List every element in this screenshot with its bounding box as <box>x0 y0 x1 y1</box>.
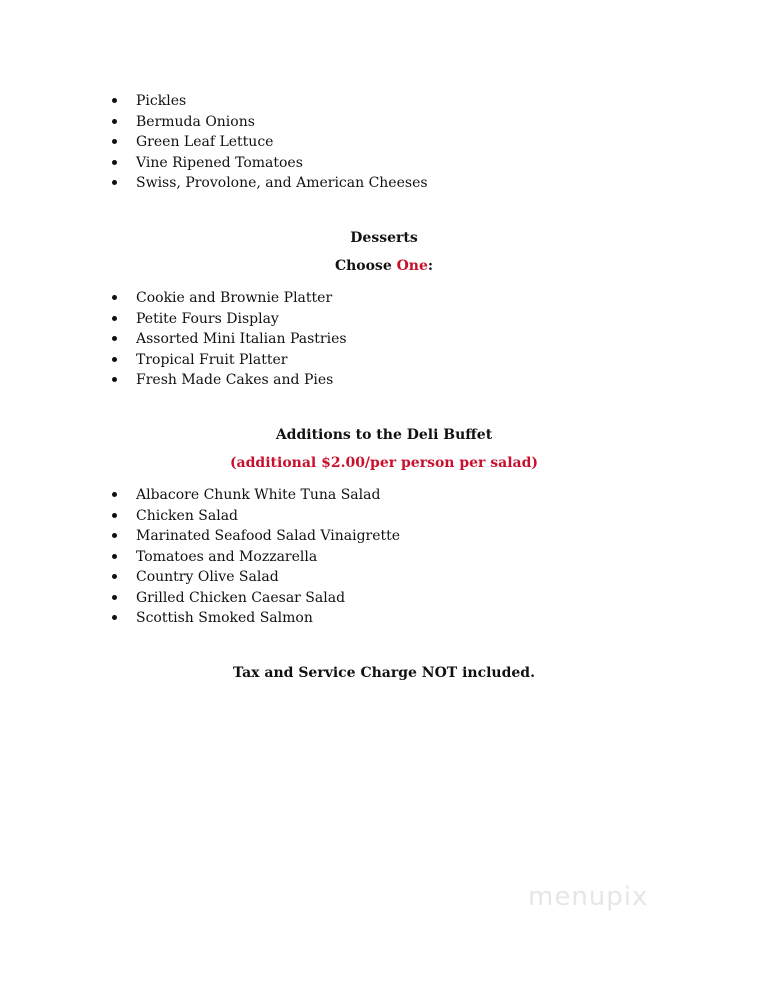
bullet-icon <box>112 98 117 103</box>
list-item-text: Marinated Seafood Salad Vinaigrette <box>136 528 401 544</box>
list-item <box>112 567 400 588</box>
list-item <box>112 329 347 350</box>
list-item-text: Chicken Salad <box>136 507 239 524</box>
bullet-icon <box>112 492 117 497</box>
list-item-text: Pickles <box>136 93 187 109</box>
choose-prefix: Choose <box>334 258 397 274</box>
list-item-text: Albacore Chunk White Tuna Salad <box>136 487 381 503</box>
list-item <box>112 547 400 568</box>
bullet-icon <box>112 336 117 341</box>
menupix-watermark <box>528 872 688 912</box>
list-item-text: Scottish Smoked Salmon <box>136 610 313 626</box>
bullet-icon <box>112 574 117 579</box>
list-item <box>112 91 428 112</box>
desserts-heading: Desserts <box>350 230 418 246</box>
list-item <box>112 608 400 629</box>
bullet-icon <box>112 595 117 600</box>
bullet-icon <box>112 377 117 382</box>
additions-heading: Additions to the Deli Buffet <box>275 427 493 443</box>
bullet-icon <box>112 180 117 185</box>
bullet-icon <box>112 554 117 559</box>
list-item <box>112 350 347 371</box>
bullet-icon <box>112 119 117 124</box>
list-item <box>112 588 400 609</box>
additions-price-note: (additional $2.00/per person per salad) <box>229 455 539 471</box>
list-item-text: Tomatoes and Mozzarella <box>136 548 318 565</box>
desserts-list <box>112 288 347 391</box>
choose-count: One <box>396 258 428 274</box>
list-item <box>112 132 428 153</box>
list-item <box>112 288 347 309</box>
list-item <box>112 153 428 174</box>
bullet-icon <box>112 160 117 165</box>
bullet-icon <box>112 357 117 362</box>
list-item-text: Green Leaf Lettuce <box>136 134 274 150</box>
bullet-icon <box>112 513 117 518</box>
bullet-icon <box>112 316 117 321</box>
list-item-text: Assorted Mini Italian Pastries <box>136 331 347 347</box>
list-item-text: Bermuda Onions <box>136 113 255 130</box>
list-item-text: Fresh Made Cakes and Pies <box>136 372 334 388</box>
condiments-list <box>112 91 428 194</box>
list-item-text: Country Olive Salad <box>136 569 279 585</box>
list-item-text: Vine Ripened Tomatoes <box>136 154 303 171</box>
bullet-icon <box>112 615 117 620</box>
list-item <box>112 485 400 506</box>
list-item <box>112 526 400 547</box>
list-item <box>112 173 428 194</box>
list-item-text: Swiss, Provolone, and American Cheeses <box>136 175 428 191</box>
list-item <box>112 506 400 527</box>
watermark-logo: menupix <box>528 882 649 912</box>
list-item-text: Grilled Chicken Caesar Salad <box>136 589 346 606</box>
footer-note: Tax and Service Charge NOT included. <box>233 665 535 681</box>
list-item <box>112 370 347 391</box>
bullet-icon <box>112 139 117 144</box>
list-item <box>112 309 347 330</box>
list-item <box>112 112 428 133</box>
bullet-icon <box>112 295 117 300</box>
bullet-icon <box>112 533 117 538</box>
watermark-tagline <box>528 872 688 882</box>
list-item-text: Petite Fours Display <box>136 310 279 327</box>
choose-suffix: : <box>427 258 434 274</box>
desserts-choose-line <box>0 258 768 274</box>
list-item-text: Tropical Fruit Platter <box>136 351 288 368</box>
list-item-text: Cookie and Brownie Platter <box>136 290 333 306</box>
additions-list <box>112 485 400 629</box>
